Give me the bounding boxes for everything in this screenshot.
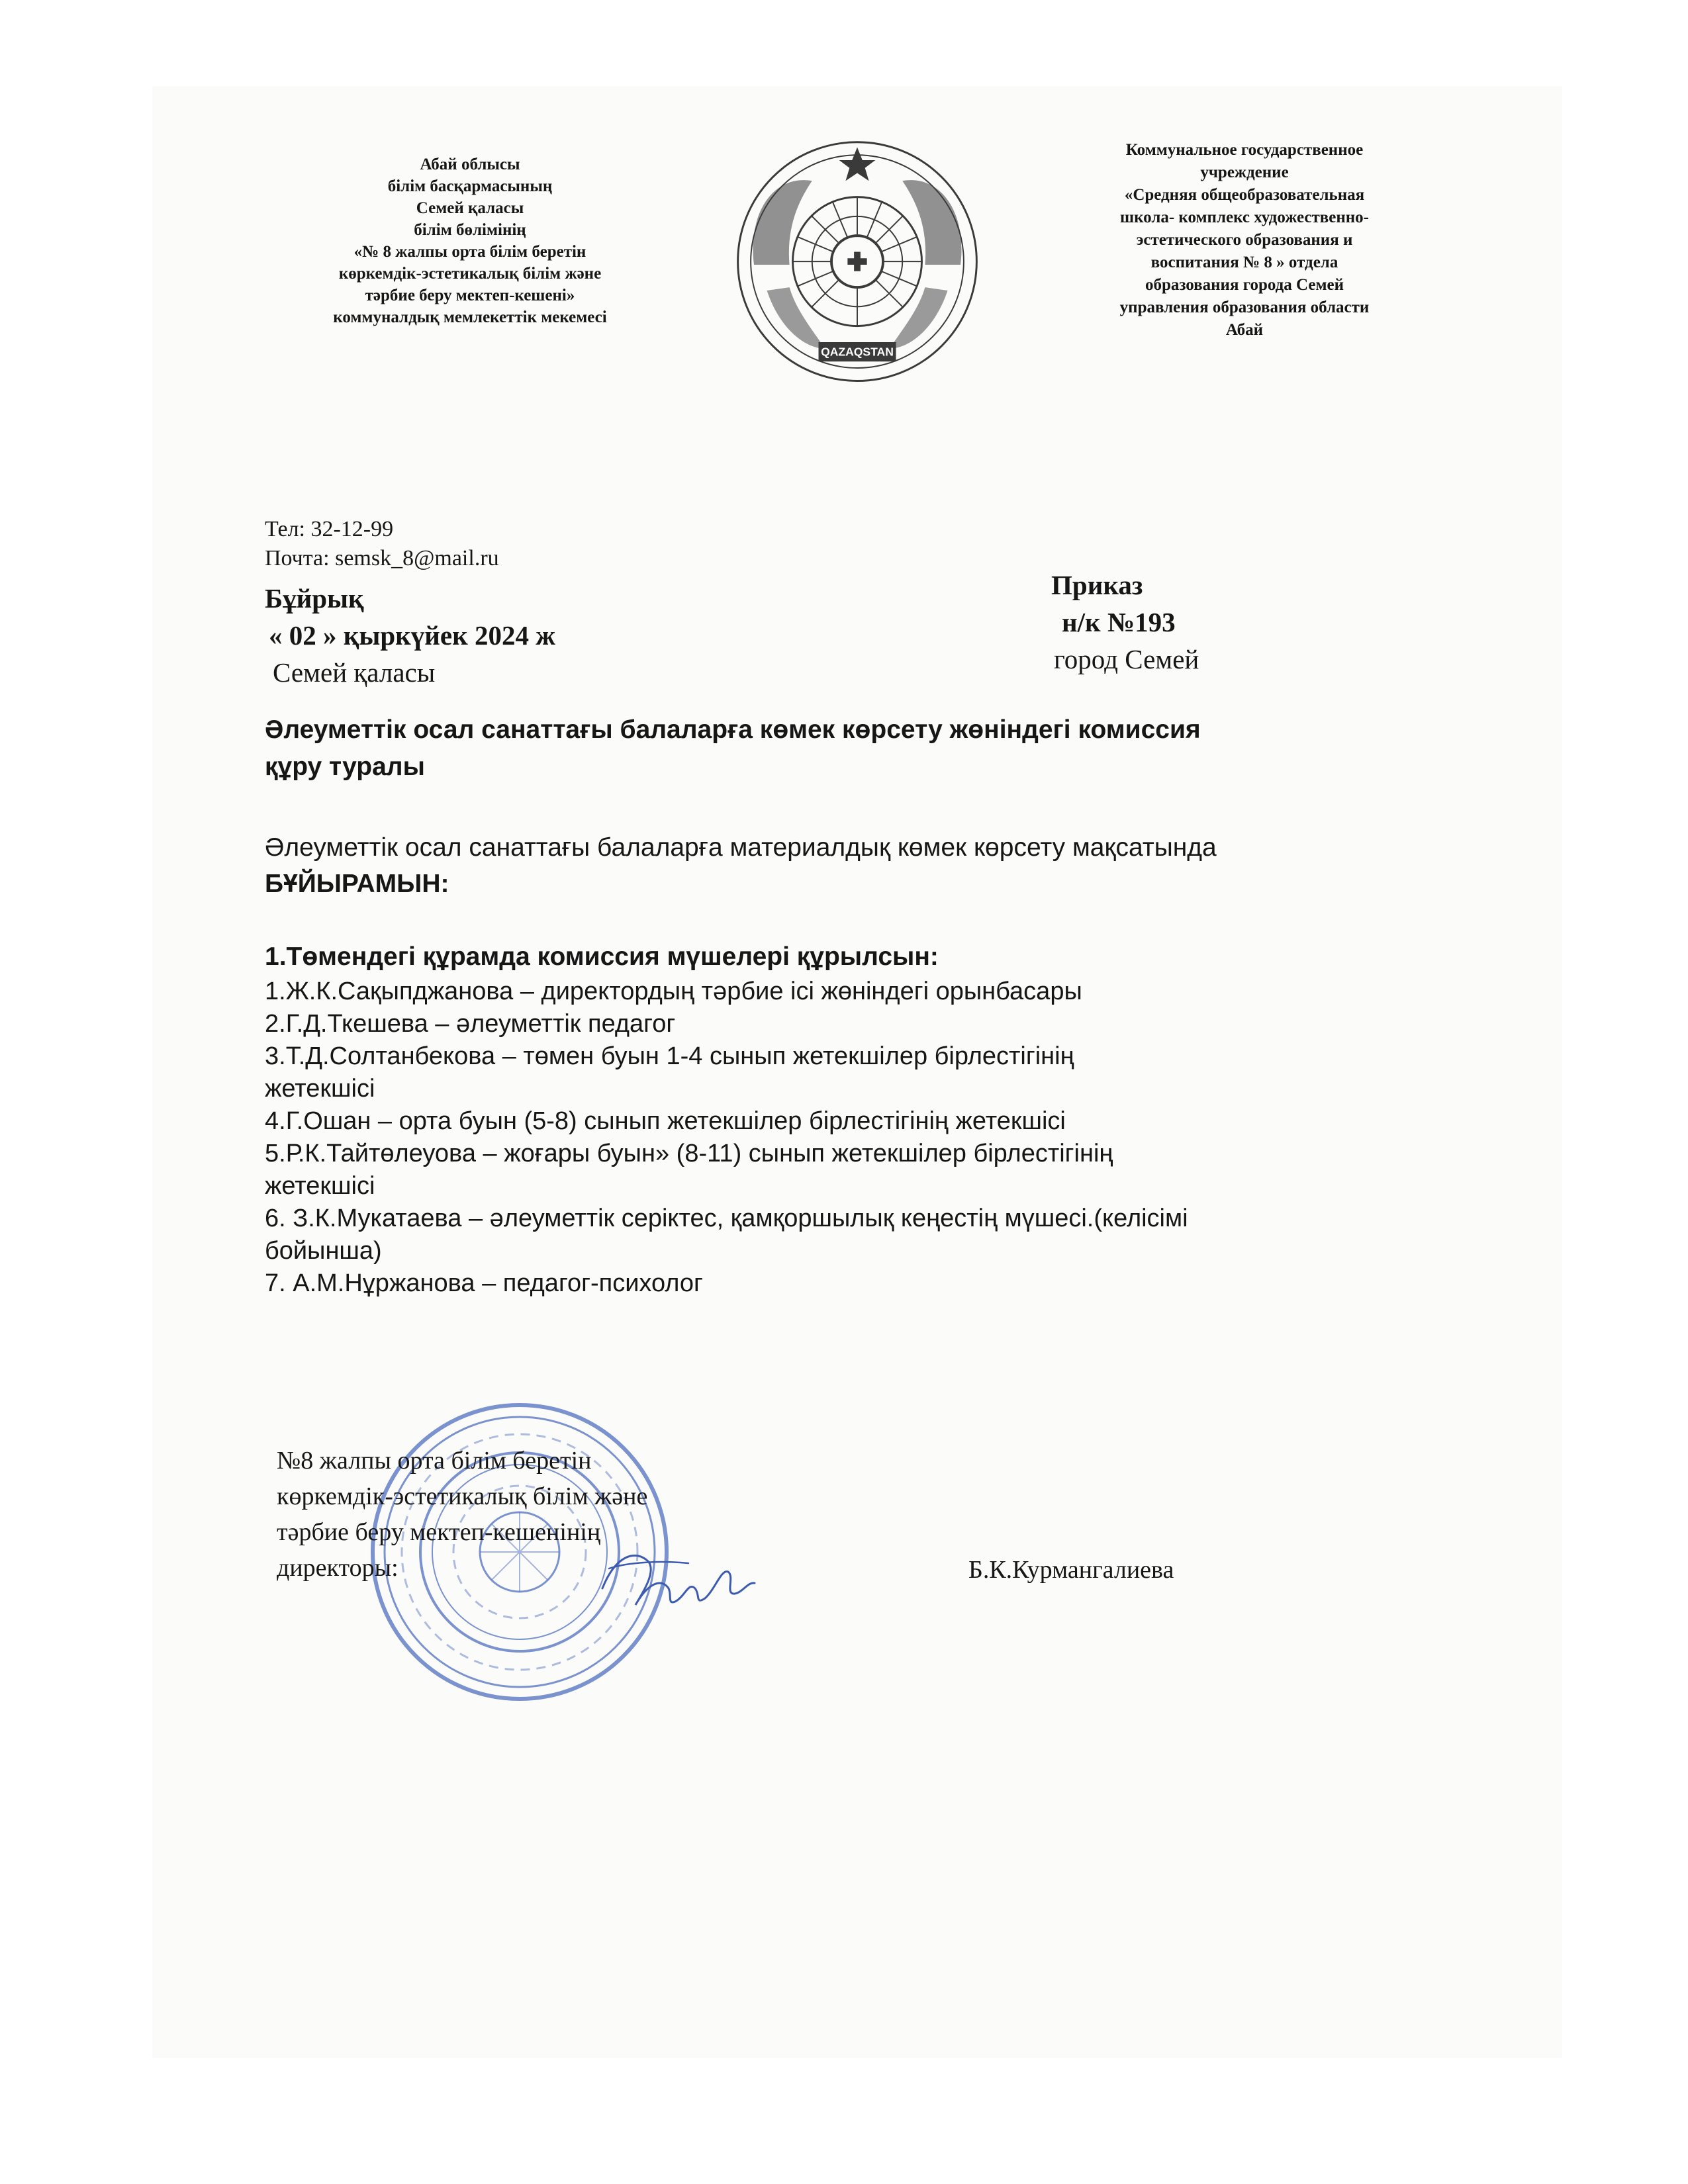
header-right-line: учреждение — [1200, 163, 1289, 181]
list-item: 1.Ж.К.Сақыпджанова – директордың тәрбие ісі жөніндегі орынбасары — [265, 978, 1082, 1005]
order-kz-label: Бұйрық — [265, 583, 364, 614]
state-emblem-icon — [728, 136, 986, 394]
order-ru-label: Приказ — [1051, 570, 1143, 600]
list-item: 5.Р.К.Тайтөлеуова – жоғары буын» (8-11) сынып жетекшілер бірлестігінің — [265, 1140, 1113, 1167]
header-left-line: көркемдік-эстетикалық білім және — [338, 265, 602, 283]
header-left-line: «№ 8 жалпы орта білім беретін — [353, 243, 586, 261]
decree-word: БҰЙЫРАМЫН: — [265, 870, 449, 898]
director-title-line: директоры: — [277, 1554, 399, 1582]
list-item: 6. З.К.Мукатаева – әлеуметтік серіктес, қамқоршылық кеңестің мүшесі.(келісімі — [265, 1205, 1188, 1232]
list-item: 3.Т.Д.Солтанбекова – төмен буын 1-4 сынып жетекшілер бірлестігінің — [265, 1042, 1074, 1070]
order-ru-block — [1051, 567, 1199, 678]
list-item: жетекшісі — [265, 1075, 375, 1103]
order-kz-date: « 02 » қыркүйек 2024 ж — [269, 620, 555, 651]
list-item: бойынша) — [265, 1237, 382, 1265]
handwritten-signature-icon — [589, 1542, 761, 1621]
list-title: 1.Төмендегі құрамда комиссия мүшелері құрылсын: — [265, 942, 939, 971]
header-left-line: білім бөлімінің — [414, 221, 526, 239]
director-name: Б.К.Курмангалиева — [968, 1556, 1174, 1584]
header-left-line: Семей қаласы — [416, 199, 524, 217]
order-ru-number: н/к №193 — [1062, 607, 1176, 637]
header-right-line: Коммунальное государственное — [1125, 141, 1364, 159]
header-right-line: Абай — [1225, 321, 1264, 339]
list-item: 7. А.М.Нұржанова – педагог-психолог — [265, 1269, 703, 1297]
header-right-line: «Средняя общеобразовательная — [1124, 186, 1365, 204]
title-line: Әлеуметтік осал санаттағы балаларға көмек көрсету жөніндегі комиссия — [265, 715, 1201, 744]
director-title-line: №8 жалпы орта білім беретін — [277, 1447, 592, 1475]
list-item: 2.Г.Д.Ткешева – әлеуметтік педагог — [265, 1010, 676, 1038]
order-kz-city: Семей қаласы — [273, 657, 436, 688]
header-right-ru — [1039, 139, 1450, 341]
list-item: жетекшісі — [265, 1172, 375, 1200]
header-left-line: білім басқармасының — [387, 177, 553, 195]
header-right-line: воспитания № 8 » отдела — [1150, 253, 1338, 271]
header-right-line: школа- комплекс художественно- — [1119, 208, 1370, 226]
header-left-kz — [245, 154, 695, 328]
order-kz-block — [265, 580, 555, 691]
list-item: 4.Г.Ошан – орта буын (5-8) сынып жетекшілер бірлестігінің жетекшісі — [265, 1107, 1066, 1135]
contact-email: Почта: semsk_8@mail.ru — [265, 546, 499, 570]
header-left-line: тәрбие беру мектеп-кешені» — [365, 287, 575, 304]
document-title — [265, 711, 1430, 786]
order-ru-city: город Семей — [1054, 644, 1199, 674]
title-line: құру туралы — [265, 752, 425, 781]
contact-phone: Тел: 32-12-99 — [265, 517, 394, 541]
header-right-line: образования города Семей — [1145, 276, 1344, 294]
member-list — [265, 976, 1430, 1300]
purpose-text: Әлеуметтік осал санаттағы балаларға материалдық көмек көрсету мақсатында — [265, 833, 1217, 862]
header-left-line: коммуналдық мемлекеттік мекемесі — [333, 308, 607, 326]
header-right-line: эстетического образования и — [1136, 231, 1353, 249]
emblem-label: QAZAQSTAN — [821, 345, 894, 359]
header-right-line: управления образования области — [1119, 298, 1370, 316]
director-title-line: тәрбие беру мектеп-кешенінің — [277, 1518, 601, 1546]
contact-block — [265, 515, 499, 573]
director-title-line: көркемдік-эстетикалық білім және — [277, 1482, 648, 1510]
header-left-line: Абай облысы — [420, 156, 520, 173]
